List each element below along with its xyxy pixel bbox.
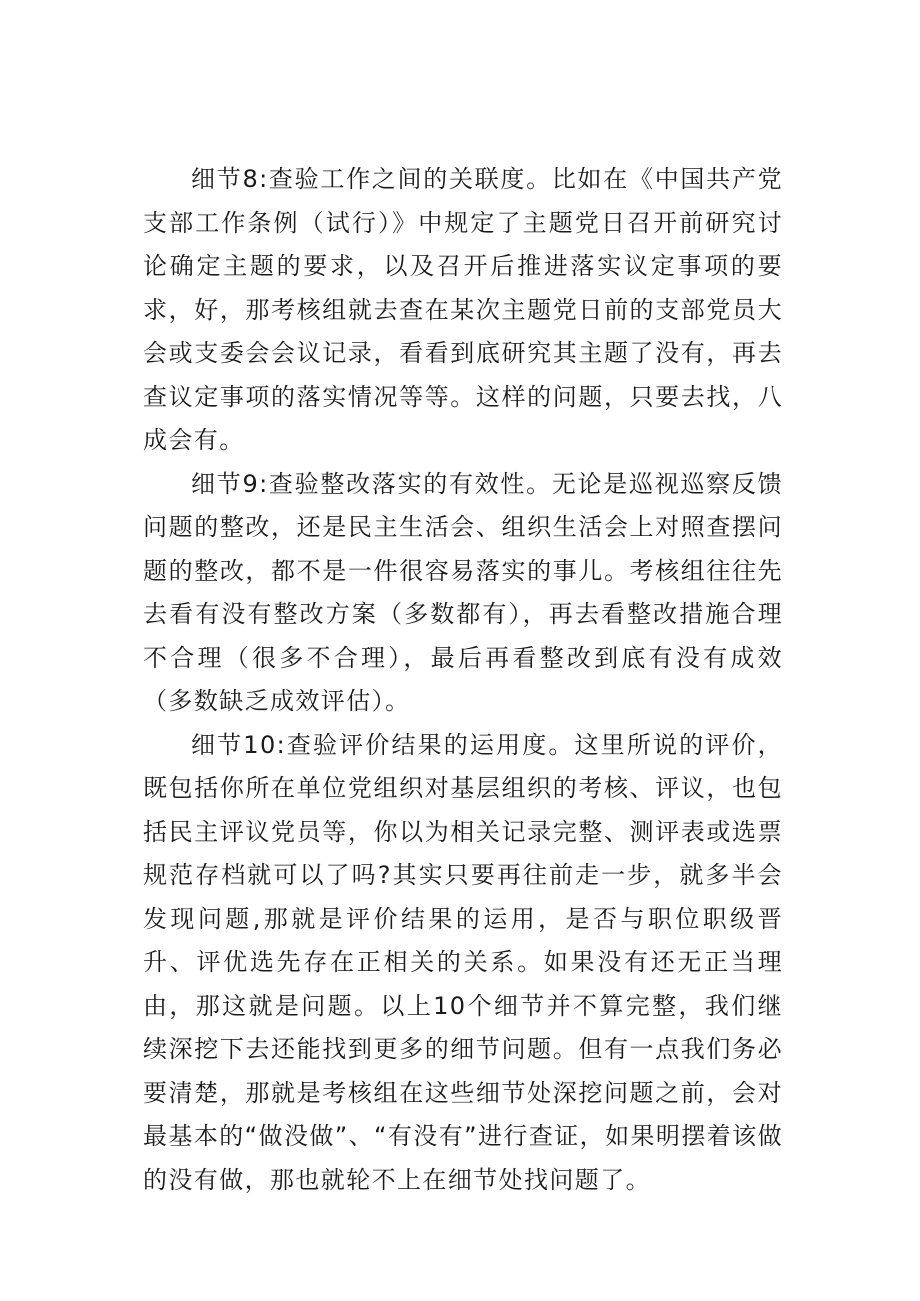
- paragraph-detail-9: 细节9:查验整改落实的有效性。无论是巡视巡察反馈问题的整改，还是民主生活会、组织生活会上对照查摆问题的整改，都不是一件很容易落实的事儿。考核组往往先去看有没有整改方案（多数都有），再去看整改措施合理不合理（很多不合理），最后再看整改到底有没有成效（多数缺乏成效评估）。: [143, 469, 783, 715]
- paragraph-detail-10: 细节10:查验评价结果的运用度。这里所说的评价，既包括你所在单位党组织对基层组织的考核、评议，也包括民主评议党员等，你以为相关记录完整、测评表或选票规范存档就可以了吗?其实只要再往前走一步，就多半会发现问题,那就是评价结果的运用，是否与职位职级晋升、评优选先存在正相关的关系。如果没有还无正当理由，那这就是问题。以上10个细节并不算完整，我们继续深挖下去还能找到更多的细节问题。但有一点我们务必要清楚，那就是考核组在这些细节处深挖问题之前，会对最基本的“做没做”、“有没有”进行查证，如果明摆着该做的没有做，那也就轮不上在细节处找问题了。: [143, 730, 783, 1194]
- document-body: [143, 158, 783, 1202]
- paragraph-detail-8: 细节8:查验工作之间的关联度。比如在《中国共产党支部工作条例（试行）》中规定了主题党日召开前研究讨论确定主题的要求，以及召开后推进落实议定事项的要求，好，那考核组就去查在某次主题党日前的支部党员大会或支委会会议记录，看看到底研究其主题了没有，再去查议定事项的落实情况等等。这样的问题，只要去找，八成会有。: [143, 165, 783, 454]
